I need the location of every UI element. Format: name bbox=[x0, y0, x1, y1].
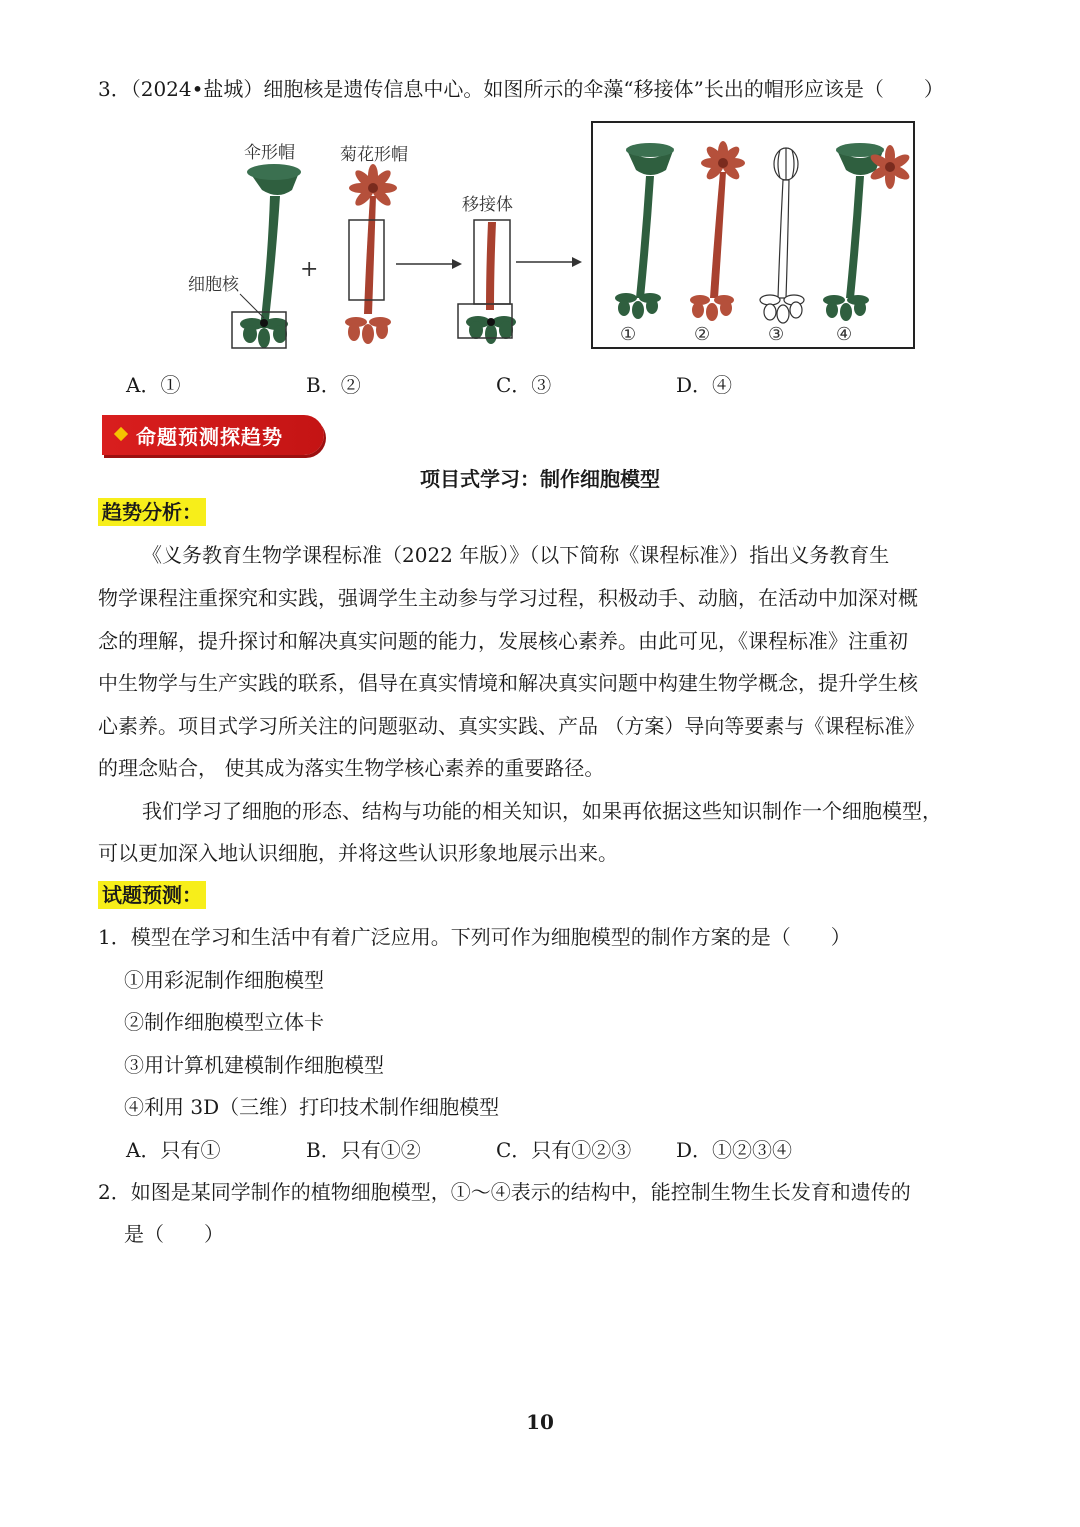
option-b[interactable]: B．② bbox=[306, 373, 361, 397]
q1-item-3: ③用计算机建模制作细胞模型 bbox=[124, 1053, 384, 1077]
question-1-text: 1．模型在学习和生活中有着广泛应用。下列可作为细胞模型的制作方案的是（ ） bbox=[98, 925, 851, 949]
predict-label-wrap bbox=[98, 880, 206, 910]
candidate-4-mixed bbox=[823, 143, 912, 321]
q1-option-c[interactable]: C．只有①②③ bbox=[496, 1138, 632, 1162]
trend-analysis-label: 趋势分析： bbox=[98, 498, 206, 526]
q1-option-d[interactable]: D．①②③④ bbox=[676, 1138, 793, 1162]
candidate-2-chrysanthemum bbox=[690, 141, 745, 321]
trend-line-1: 《义务教育生物学课程标准（2022 年版）》（以下简称《课程标准》）指出义务教育生 bbox=[142, 543, 890, 567]
option-d[interactable]: D．④ bbox=[676, 373, 733, 397]
trend-line-2: 物学课程注重探究和实践，强调学生主动参与学习过程，积极动手、动脑，在活动中加深对概 bbox=[98, 586, 918, 610]
option-a[interactable]: A．① bbox=[126, 373, 181, 397]
diamond-icon bbox=[114, 427, 128, 441]
chrysanthemum-cap-alga bbox=[345, 164, 397, 344]
acetabularia-graft-figure bbox=[180, 118, 920, 354]
q1-item-4: ④利用 3D（三维）打印技术制作细胞模型 bbox=[124, 1095, 500, 1119]
candidate-1-label: ① bbox=[620, 324, 637, 345]
q1-option-a[interactable]: A．只有① bbox=[126, 1138, 221, 1162]
trend-line-6: 的理念贴合， 使其成为落实生物学核心素养的重要路径。 bbox=[98, 756, 605, 780]
candidate-2-label: ② bbox=[694, 324, 711, 345]
q1-item-2: ②制作细胞模型立体卡 bbox=[124, 1010, 324, 1034]
section-title: 项目式学习：制作细胞模型 bbox=[420, 467, 660, 491]
graft-body bbox=[458, 220, 516, 344]
candidate-3-outline bbox=[760, 148, 804, 323]
plus-sign: + bbox=[300, 257, 319, 282]
section-banner bbox=[102, 415, 324, 455]
trend-line-3: 念的理解，提升探讨和解决真实问题的能力，发展核心素养。由此可见，《课程标准》注重初 bbox=[98, 629, 908, 653]
umbrella-cap-alga bbox=[232, 164, 301, 348]
question-3-options bbox=[126, 370, 826, 400]
candidate-1-umbrella bbox=[615, 143, 674, 319]
candidate-4-label: ④ bbox=[836, 324, 853, 345]
trend-label-wrap bbox=[98, 497, 206, 527]
q1-item-1: ①用彩泥制作细胞模型 bbox=[124, 968, 324, 992]
q1-option-b[interactable]: B．只有①② bbox=[306, 1138, 421, 1162]
banner-text: 命题预测探趋势 bbox=[136, 425, 283, 449]
nucleus-label: 细胞核 bbox=[188, 275, 239, 295]
question-1-options bbox=[126, 1135, 886, 1165]
candidate-3-label: ③ bbox=[768, 324, 785, 345]
trend-line-7: 我们学习了细胞的形态、结构与功能的相关知识，如果再依据这些知识制作一个细胞模型， bbox=[142, 799, 942, 823]
page-number: 10 bbox=[526, 1410, 554, 1434]
graft-label: 移接体 bbox=[462, 195, 513, 215]
question-2-text-line-1: 2．如图是某同学制作的植物细胞模型，①～④表示的结构中，能控制生物生长发育和遗传的 bbox=[98, 1180, 911, 1204]
umbrella-cap-label: 伞形帽 bbox=[244, 143, 295, 163]
trend-line-8: 可以更加深入地认识细胞，并将这些认识形象地展示出来。 bbox=[98, 841, 618, 865]
chrysanthemum-cap-label: 菊花形帽 bbox=[340, 145, 408, 165]
trend-line-4: 中生物学与生产实践的联系，倡导在真实情境和解决真实问题中构建生物学概念，提升学生核 bbox=[98, 671, 918, 695]
trend-line-5: 心素养。项目式学习所关注的问题驱动、真实实践、产品 （方案）导向等要素与《课程标准》 bbox=[98, 714, 925, 738]
test-prediction-label: 试题预测： bbox=[98, 881, 206, 909]
question-2-text-line-2: 是（ ） bbox=[124, 1222, 224, 1246]
question-3-text: 3．（2024•盐城）细胞核是遗传信息中心。如图所示的伞藻“移接体”长出的帽形应该是（ ） bbox=[98, 77, 944, 101]
option-c[interactable]: C．③ bbox=[496, 373, 552, 397]
